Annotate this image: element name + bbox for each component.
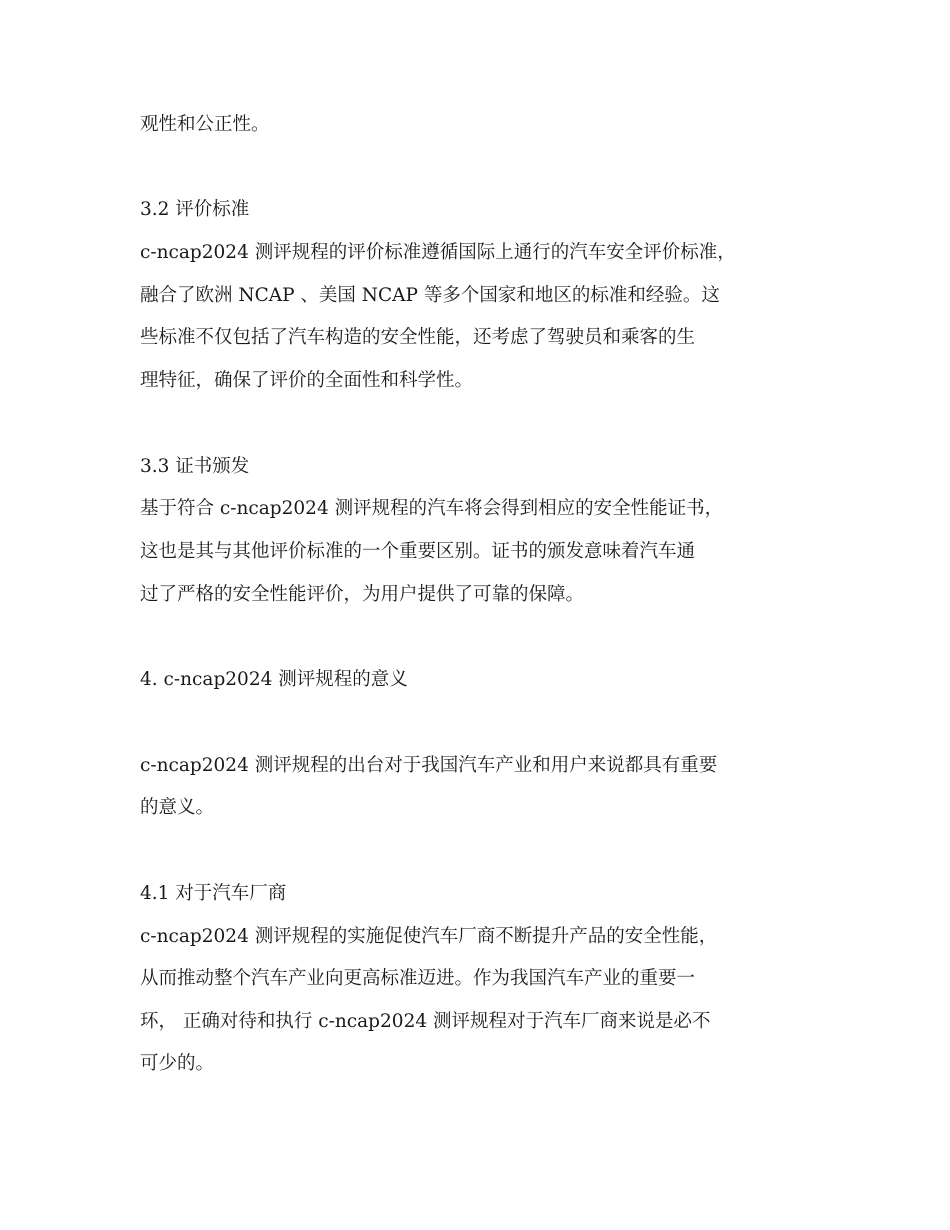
paragraph-line: 环， 正确对待和执行 c-ncap2024 测评规程对于汽车厂商来说是必不: [140, 1011, 711, 1032]
paragraph-line: 观性和公正性。: [140, 114, 270, 135]
paragraph-line: 融合了欧洲 NCAP 、美国 NCAP 等多个国家和地区的标准和经验。这: [140, 285, 720, 306]
paragraph-line: c-ncap2024 测评规程的出台对于我国汽车产业和用户来说都具有重要: [140, 755, 718, 776]
section-heading-4-1: 4.1 对于汽车厂商: [140, 883, 287, 904]
section-heading-3-2: 3.2 评价标准: [140, 199, 250, 220]
paragraph-line: 这也是其与其他评价标准的一个重要区别。证书的颁发意味着汽车通: [140, 541, 696, 562]
paragraph-line: 些标准不仅包括了汽车构造的安全性能，还考虑了驾驶员和乘客的生: [140, 327, 696, 348]
section-heading-3-3: 3.3 证书颁发: [140, 456, 250, 477]
paragraph-line: 可少的。: [140, 1053, 215, 1074]
paragraph-line: 基于符合 c-ncap2024 测评规程的汽车将会得到相应的安全性能证书，: [140, 498, 724, 519]
paragraph-line: 从而推动整个汽车产业向更高标准迈进。作为我国汽车产业的重要一: [140, 968, 696, 989]
paragraph-line: c-ncap2024 测评规程的评价标准遵循国际上通行的汽车安全评价标准，: [140, 242, 736, 263]
paragraph-line: 过了严格的安全性能评价，为用户提供了可靠的保障。: [140, 584, 585, 605]
section-heading-4: 4. c-ncap2024 测评规程的意义: [140, 669, 408, 690]
paragraph-line: c-ncap2024 测评规程的实施促使汽车厂商不断提升产品的安全性能，: [140, 926, 718, 947]
paragraph-line: 理特征，确保了评价的全面性和科学性。: [140, 370, 474, 391]
paragraph-line: 的意义。: [140, 797, 215, 818]
